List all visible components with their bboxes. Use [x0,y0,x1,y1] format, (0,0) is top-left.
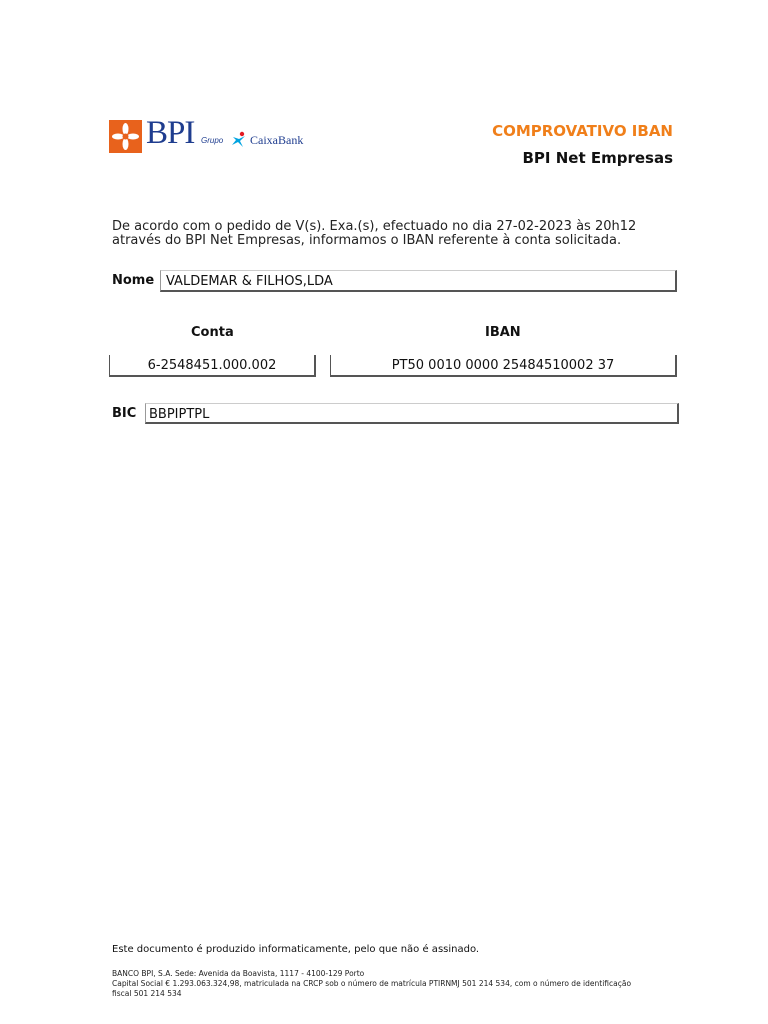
footer-line: Capital Social € 1.293.063.324,98, matriculada na CRCP sob o número de matrícula PTIRNMJ 501 214 534, com o número de identificação [112,979,632,988]
footer-line: fiscal 501 214 534 [112,989,182,998]
bpi-logo [109,115,309,154]
document-title: COMPROVATIVO IBAN [492,122,673,140]
logo-partner-text: CaixaBank [250,133,304,147]
intro-paragraph [112,220,672,248]
bic-field: BBPIPTPL [145,403,679,424]
conta-header: Conta [191,325,234,340]
unsigned-notice: Este documento é produzido informaticamente, pelo que não é assinado. [112,944,480,955]
iban-field: PT50 0010 0000 25484510002 37 [330,355,677,377]
conta-field: 6-2548451.000.002 [109,355,316,377]
logo-wordmark: BPI [146,115,195,151]
intro-line: De acordo com o pedido de V(s). Exa.(s), efectuado no dia 27-02-2023 às 20h12 [112,219,637,234]
legal-footer [112,969,672,999]
bpi-flower-icon [109,120,142,153]
footer-line: BANCO BPI, S.A. Sede: Avenida da Boavista, 1117 - 4100-129 Porto [112,969,365,978]
document-subtitle: BPI Net Empresas [522,149,673,167]
iban-header: IBAN [485,325,521,340]
bic-label: BIC [112,406,137,421]
nome-label: Nome [112,273,155,288]
nome-field: VALDEMAR & FILHOS,LDA [160,270,677,292]
intro-line: através do BPI Net Empresas, informamos o IBAN referente à conta solicitada. [112,233,622,248]
caixabank-star-icon [230,130,248,148]
logo-group-text: Grupo [201,136,224,145]
